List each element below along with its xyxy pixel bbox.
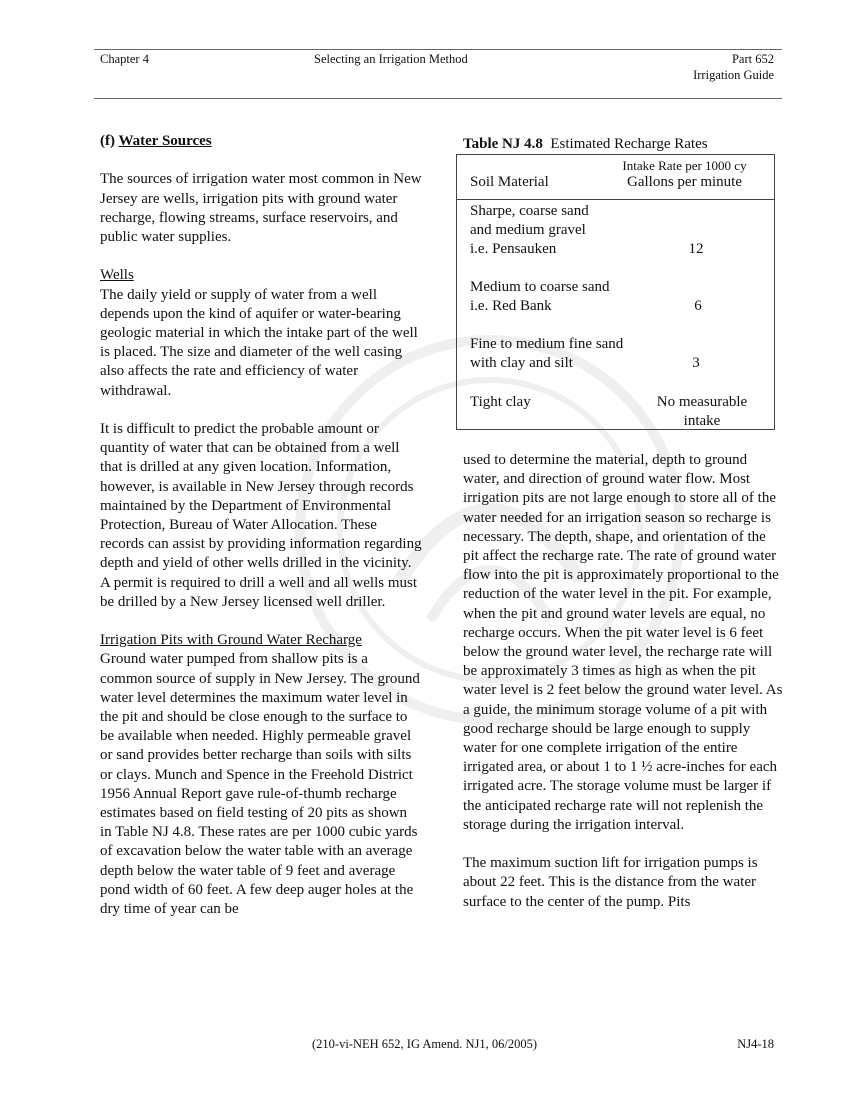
table-row-2-label bbox=[470, 278, 610, 316]
table-cell-text: with clay and silt bbox=[470, 355, 573, 371]
header-chapter: Chapter 4 bbox=[100, 52, 149, 66]
table-cell-text: i.e. Pensauken bbox=[470, 241, 557, 257]
table-row-1-value: 12 bbox=[688, 241, 704, 257]
section-title: Water Sources bbox=[118, 133, 212, 149]
table-row-4-label: Tight clay bbox=[470, 394, 531, 410]
table-cell-text: i.e. Red Bank bbox=[470, 298, 552, 314]
table-cell-text: Sharpe, coarse sand bbox=[470, 203, 589, 219]
table-row-3-label bbox=[470, 335, 623, 373]
pits-heading: Irrigation Pits with Ground Water Recharge bbox=[100, 632, 362, 649]
table-header-soil-material: Soil Material bbox=[470, 174, 549, 190]
header-title: Selecting an Irrigation Method bbox=[314, 52, 468, 66]
table-cell-text: Fine to medium fine sand bbox=[470, 336, 624, 352]
right-paragraph-2: The maximum suction lift for irrigation pumps is about 22 feet. This is the distance from the water surface to the center of the pump. Pits bbox=[463, 855, 758, 910]
table-cell-text: intake bbox=[683, 413, 721, 429]
table-title bbox=[463, 135, 708, 154]
table-header-gpm: Gallons per minute bbox=[627, 174, 742, 190]
recharge-table bbox=[456, 154, 775, 430]
header-rule-bottom bbox=[94, 98, 782, 99]
intro-paragraph: The sources of irrigation water most common in New Jersey are wells, irrigation pits with ground water recharge, flowing streams, surface reservoirs, and public water supplies. bbox=[100, 171, 422, 245]
table-cell-text: Medium to coarse sand bbox=[470, 279, 610, 295]
table-row-3-value: 3 bbox=[692, 355, 700, 371]
table-row-1-label bbox=[470, 202, 589, 259]
wells-heading: Wells bbox=[100, 267, 134, 284]
right-column bbox=[463, 451, 783, 912]
pits-paragraph-1: Ground water pumped from shallow pits is a common source of supply in New Jersey. The ground water level determines the maximum water level in the pit and should be close enough to the surface to be available when needed. Highly permeable gravel or sand provides better recharge than soils with silts or clays. Munch and Spence in the Freehold District 1956 Annual Report gave rule-of-thumb recharge estimates based on field testing of 20 pits as shown in Table NJ 4.8. These rates are per 1000 cubic yards of excavation below the water table with an average depth below the water table of 9 feet and average pond width of 60 feet. A few deep auger holes at the dry time of year can be bbox=[100, 651, 420, 918]
footer-page-number: NJ4-18 bbox=[737, 1037, 774, 1051]
header-part-number: Part 652 bbox=[731, 52, 774, 66]
table-caption: Estimated Recharge Rates bbox=[550, 136, 708, 152]
table-header-rule bbox=[457, 199, 774, 200]
table-row-4-value bbox=[642, 393, 762, 431]
table-cell-text: and medium gravel bbox=[470, 222, 586, 238]
header-rule-top bbox=[94, 49, 782, 50]
header-guide-name: Irrigation Guide bbox=[693, 68, 774, 82]
table-row-2-value: 6 bbox=[694, 298, 702, 314]
table-cell-text: No measurable bbox=[656, 394, 748, 410]
table-header-intake-rate: Intake Rate per 1000 cy bbox=[622, 158, 747, 173]
table-number: Table NJ 4.8 bbox=[463, 136, 543, 152]
wells-paragraph-2: It is difficult to predict the probable amount or quantity of water that can be obtained from a well that is drilled at any given location. Information, however, is available in New Jersey through records maintained by the Department of Environmental Protection, Bureau of Water Allocation. These records can assist by providing information regarding depth and yield of other wells drilled in the vicinity. A permit is required to drill a well and all wells must be drilled by a New Jersey licensed well driller. bbox=[100, 421, 422, 610]
section-heading bbox=[100, 132, 422, 151]
right-paragraph-1: used to determine the material, depth to ground water, and direction of ground water flow. Most irrigation pits are not large enough to store all of the water needed for an irrigation season so recharge is necessary. The depth, shape, and orientation of the pit affect the recharge rate. The rate of ground water flow into the pit is approximately proportional to the reduction of the water level in the pit. For example, when the pit and ground water levels are equal, no recharge occurs. When the pit water level is 6 feet below the ground water level, the recharge rate will be approximately 3 times as high as when the pit water level is 2 feet below the ground water level. As a guide, the minimum storage volume of a pit with good recharge should be large enough to supply water for one complete irrigation of the entire irrigated area, or about 1 to 1 ½ acre-inches for each irrigated acre. The storage volume must be larger if the anticipated recharge rate will not replenish the storage during the irrigation interval. bbox=[463, 452, 783, 833]
section-prefix: (f) bbox=[100, 133, 115, 149]
header-part bbox=[693, 51, 774, 83]
footer-reference: (210-vi-NEH 652, IG Amend. NJ1, 06/2005) bbox=[312, 1037, 537, 1051]
left-column bbox=[100, 132, 422, 919]
wells-paragraph-1: The daily yield or supply of water from a well depends upon the kind of aquifer or water-bearing geologic material in which the intake part of the well is placed. The size and diameter of the well casing also affects the rate and efficiency of water withdrawal. bbox=[100, 286, 418, 399]
